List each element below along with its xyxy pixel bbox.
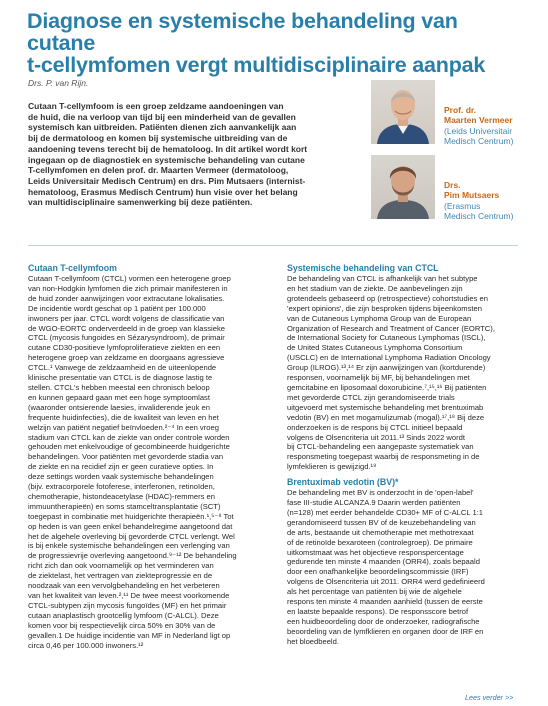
body-line: inwoners per jaar. CTCL wordt volgens de classificatie van [28,313,225,323]
body-line: (n=128) met eerder behandelde CD30+ MF of C-ALCL 1:1 [287,507,483,517]
body-line: gevallen.1 De huidige incidentie van MF in Nederland ligt op [28,630,231,640]
intro-line: de huid, die na verloop van tijd bij een minderheid van de gevallen [28,111,296,122]
body-line: fase III-studie ALCANZA.9 Daarin werden patiënten [287,498,461,508]
body-line: de ziektelast, het vertragen van ziekteprogressie en de [28,571,213,581]
body-line: en het stadium van de ziekte. De aanbevelingen zijn [287,283,463,293]
body-line: de huid zonder aanwijzingen voor extracutane lokalisaties. [28,293,225,303]
body-line: van het kwaliteit van leven.²,¹¹ De twee meest voorkomende [28,591,230,600]
body-line: respons ten minste 4 maanden aanhield (tussen de eerste [287,597,483,607]
body-line: op heden is van geen enkel behandelregime aangetoond dat [28,521,233,531]
body-line: De incidentie wordt geschat op 1 patiënt per 100.000 [28,303,206,313]
body-line: richt zich dan ook voornamelijk op het verminderen van [28,561,214,571]
article-column-right [287,263,523,647]
person-card-vermeer [444,105,513,146]
title-line: Diagnose en systemische behandeling van cutane [27,9,458,55]
body-line: als het percentage van patiënten bij wie de algehele [287,587,462,597]
body-line: chemotherapie, histondeacetylase (HDAC)-remmers en [28,491,215,501]
body-line: immuuntherapieën) en soms stamceltransplantatie (SCT) [28,501,221,511]
body-line: De behandeling met BV is onderzocht in de 'open-label' [287,488,474,498]
body-line: van non-Hodgkin lymfomen die zich primair manifesteren in [28,283,228,293]
body-line: De behandeling van CTCL is afhankelijk van het subtype [287,274,478,283]
author-byline: Drs. P. van Rijn. [28,78,89,88]
body-line: het de algehele overleving bij gevorderde CTCL verlengt. Wel [28,531,235,541]
body-line: CTCL-subtypen zijn mycosis fungoïdes (MF) en het primair [28,600,227,610]
intro-line: van multidisciplinaire samenwerking bij deze patiënten. [28,197,253,208]
person-name: Maarten Vermeer [444,115,513,126]
person-title: Drs. [444,180,461,190]
body-line: en kunnen gepaard gaan met een hoge symptoomlast [28,392,210,402]
body-line: grotendeels gebaseerd op (retrospectieve) cohortstudies en [287,293,488,303]
body-line: de United States Cutaneous Lymphoma Consortium [287,343,463,353]
body-line: Group (ILROG).¹³,¹⁴ Er zijn aanwijzingen van (kortdurende) [287,363,486,373]
body-line: en laatste bepaalde respons). De responsscore betrof [287,607,469,616]
title-line: t-cellymfomen vergt multidisciplinaire aanpak [27,53,486,77]
intro-line: hematoloog, Erasmus Medisch Centrum) hun visie over het belang [28,186,298,197]
body-line: (waaronder ontsierende laesies, invaliderende jeuk en [28,402,210,412]
article-column-left [28,263,264,650]
body-line: gehouden met enkelvoudige of gecombineerde huidgerichte [28,442,230,452]
body-line: komen voor bij respectievelijk circa 50% en 30% van de [28,620,216,630]
body-line: gemcitabine en liposomaal doxorubicine.⁷,¹⁵,¹⁶ Bij patiënten [287,382,487,392]
body-line: circa 0,46 per 100.000 inwoners.¹² [28,640,144,650]
person-name: Pim Mutsaers [444,190,500,201]
body-line: Cutaan T-cellymfoom (CTCL) vormen een heterogene groep [28,274,231,283]
body-line: uitkomstmaat was het objectieve responspercentage [287,547,464,557]
body-line: stadium van CTCL kan de ziekte van onder controle worden [28,432,230,442]
body-line: toegepast in combinatie met huidgerichte therapieën.¹,⁵⁻⁸ Tot [28,511,234,521]
body-line: met gevorderde CTCL zijn gerandomiseerde trials [287,392,455,402]
body-line: de arts, bestaande uit chemotherapie met methotrexaat [287,527,474,537]
body-line: heterogene groep van zeldzame en doorgaans agressieve [28,353,225,363]
body-line: of de retinoïde bexaroteen (controlegroep). De primaire [287,537,473,547]
body-line: volgens de Olsencriteria uit 2011.¹³ Sinds 2022 wordt [287,432,465,442]
body-line: (USCLC) en de International Lymphoma Radiation Oncology [287,353,491,363]
continue-reading-link[interactable]: Lees verder >> [465,693,514,702]
section-heading: Cutaan T-cellymfoom [28,263,117,273]
person-affiliation: Medisch Centrum) [444,135,514,146]
body-line: CTCL (mycosis fungoides en Sézarysyndroom), de primair [28,333,225,343]
body-line: klinische presentatie van CTCL is de diagnose lastig te [28,373,213,383]
intro-line: T-cellymfomen en delen prof. dr. Maarten Vermeer (dermatoloog, [28,165,289,176]
body-line: deze settings worden vaak systemische behandelingen [28,472,214,482]
person-affiliation: Medisch Centrum) [444,210,514,221]
body-line: behandelingen. Voor patiënten met gevorderde stadia van [28,452,224,462]
body-line: gedurende ten minste 4 maanden (ORR4), zoals bepaald [287,557,480,567]
body-line: de ziekte en na recidief zijn er geen curatieve opties. In [28,462,214,472]
portrait-photo-vermeer [371,80,435,144]
body-line: cutane CD30-positieve lymfoproliferatieve ziekten en een [28,343,221,353]
body-line: de progressievrije overleving aangetoond.⁹⁻¹² De behandeling [28,551,237,561]
body-line: is bij enkele systemische behandelingen een verlenging van [28,541,230,551]
body-line: CTCL.¹ Vanwege de zeldzaamheid en de uiteenlopende [28,363,217,373]
body-line: onderzoeken is de respons bij CTCL initieel bepaald [287,422,463,432]
body-line: frequente huidinfecties), die de kwaliteit van leven en het [28,412,219,422]
body-line: het bloedbeeld. [287,636,339,646]
person-affiliation: (Leids Universitair [444,125,513,136]
body-line: stellen. CTCL's hebben meestal een chronisch beloop [28,382,210,392]
body-line: responsen, voornamelijk bij MF, bij behandelingen met [287,373,470,383]
body-line: lymfeklieren is gewijzigd.¹⁹ [287,462,377,472]
body-line: de International Society for Cutaneous Lymphomas (ISCL), [287,333,486,343]
body-line: een huidbeoordeling door de onderzoeker, radiografische [287,616,480,626]
intro-line: systemisch kan uitbreiden. Patiënten dienen zich aanvankelijk aan [28,122,297,133]
body-line: de WGO-EORTC onderverdeeld in de groep van klassieke [28,323,225,333]
body-line: door een onafhankelijke beoordelingscommissie (IRF) [287,567,469,577]
section-heading: Brentuximab vedotin (BV)* [287,477,399,488]
body-line: cutaan anaplastisch grootcellig lymfoom (C-ALCL). Deze [28,610,219,620]
body-line: van de Cutaneous Lymphoma Group van de European [287,313,472,323]
person-title: Prof. dr. [444,105,477,115]
section-heading: Systemische behandeling van CTCL [287,263,439,273]
intro-line: Leids Universitair Medisch Centrum) en drs. Pim Mutsaers (internist- [28,175,306,186]
body-line: bij CTCL-behandeling een aangepaste systematiek van [287,442,474,452]
person-affiliation: (Erasmus [444,200,481,211]
body-line: gerandomiseerd tussen BV of de keuzebehandeling van [287,517,476,527]
intro-paragraph [28,101,365,208]
intro-line: aandoening tevens terecht bij de hematoloog. In dit artikel wordt kort [28,143,308,154]
section-divider [28,245,518,246]
portrait-photo-mutsaers [371,155,435,219]
body-line: uitgevoerd met systemische behandeling met brentuximab [287,402,484,412]
body-line: welzijn van patiënt negatief beïnvloeden.²⁻⁴ In een vroeg [28,422,219,432]
body-line: (bijv. extracorporele fotoferese, interferonen, retinoïden, [28,482,215,492]
body-line: responsmeting toegepast waarbij de responsmeting in de [287,452,480,462]
body-line: beoordeling van de lymfklieren en organen door de IRF en [287,626,484,636]
intro-line: bij de dermatoloog en komen bij systemische uitbreiding van de [28,133,288,144]
body-line: 'expert opinions', die zijn besproken tijdens bijeenkomsten [287,303,482,313]
intro-line: Cutaan T-cellymfoom is een groep zeldzame aandoeningen van [28,101,284,111]
body-line: noodzaak van een vervolgbehandeling en het verbeteren [28,581,220,591]
intro-line: ingegaan op de diagnostiek en systemische behandeling van cutane [28,154,305,165]
article-title [27,10,527,76]
person-card-mutsaers [444,180,513,221]
body-line: vedotin (BV) en met mogamulizumab (mogal).¹⁷,¹⁸ Bij deze [287,412,485,422]
body-line: volgens de Olsencriteria uit 2011. ORR4 werd gedefinieerd [287,577,485,587]
body-line: Organization of Research and Treatment of Cancer (EORTC), [287,323,495,333]
